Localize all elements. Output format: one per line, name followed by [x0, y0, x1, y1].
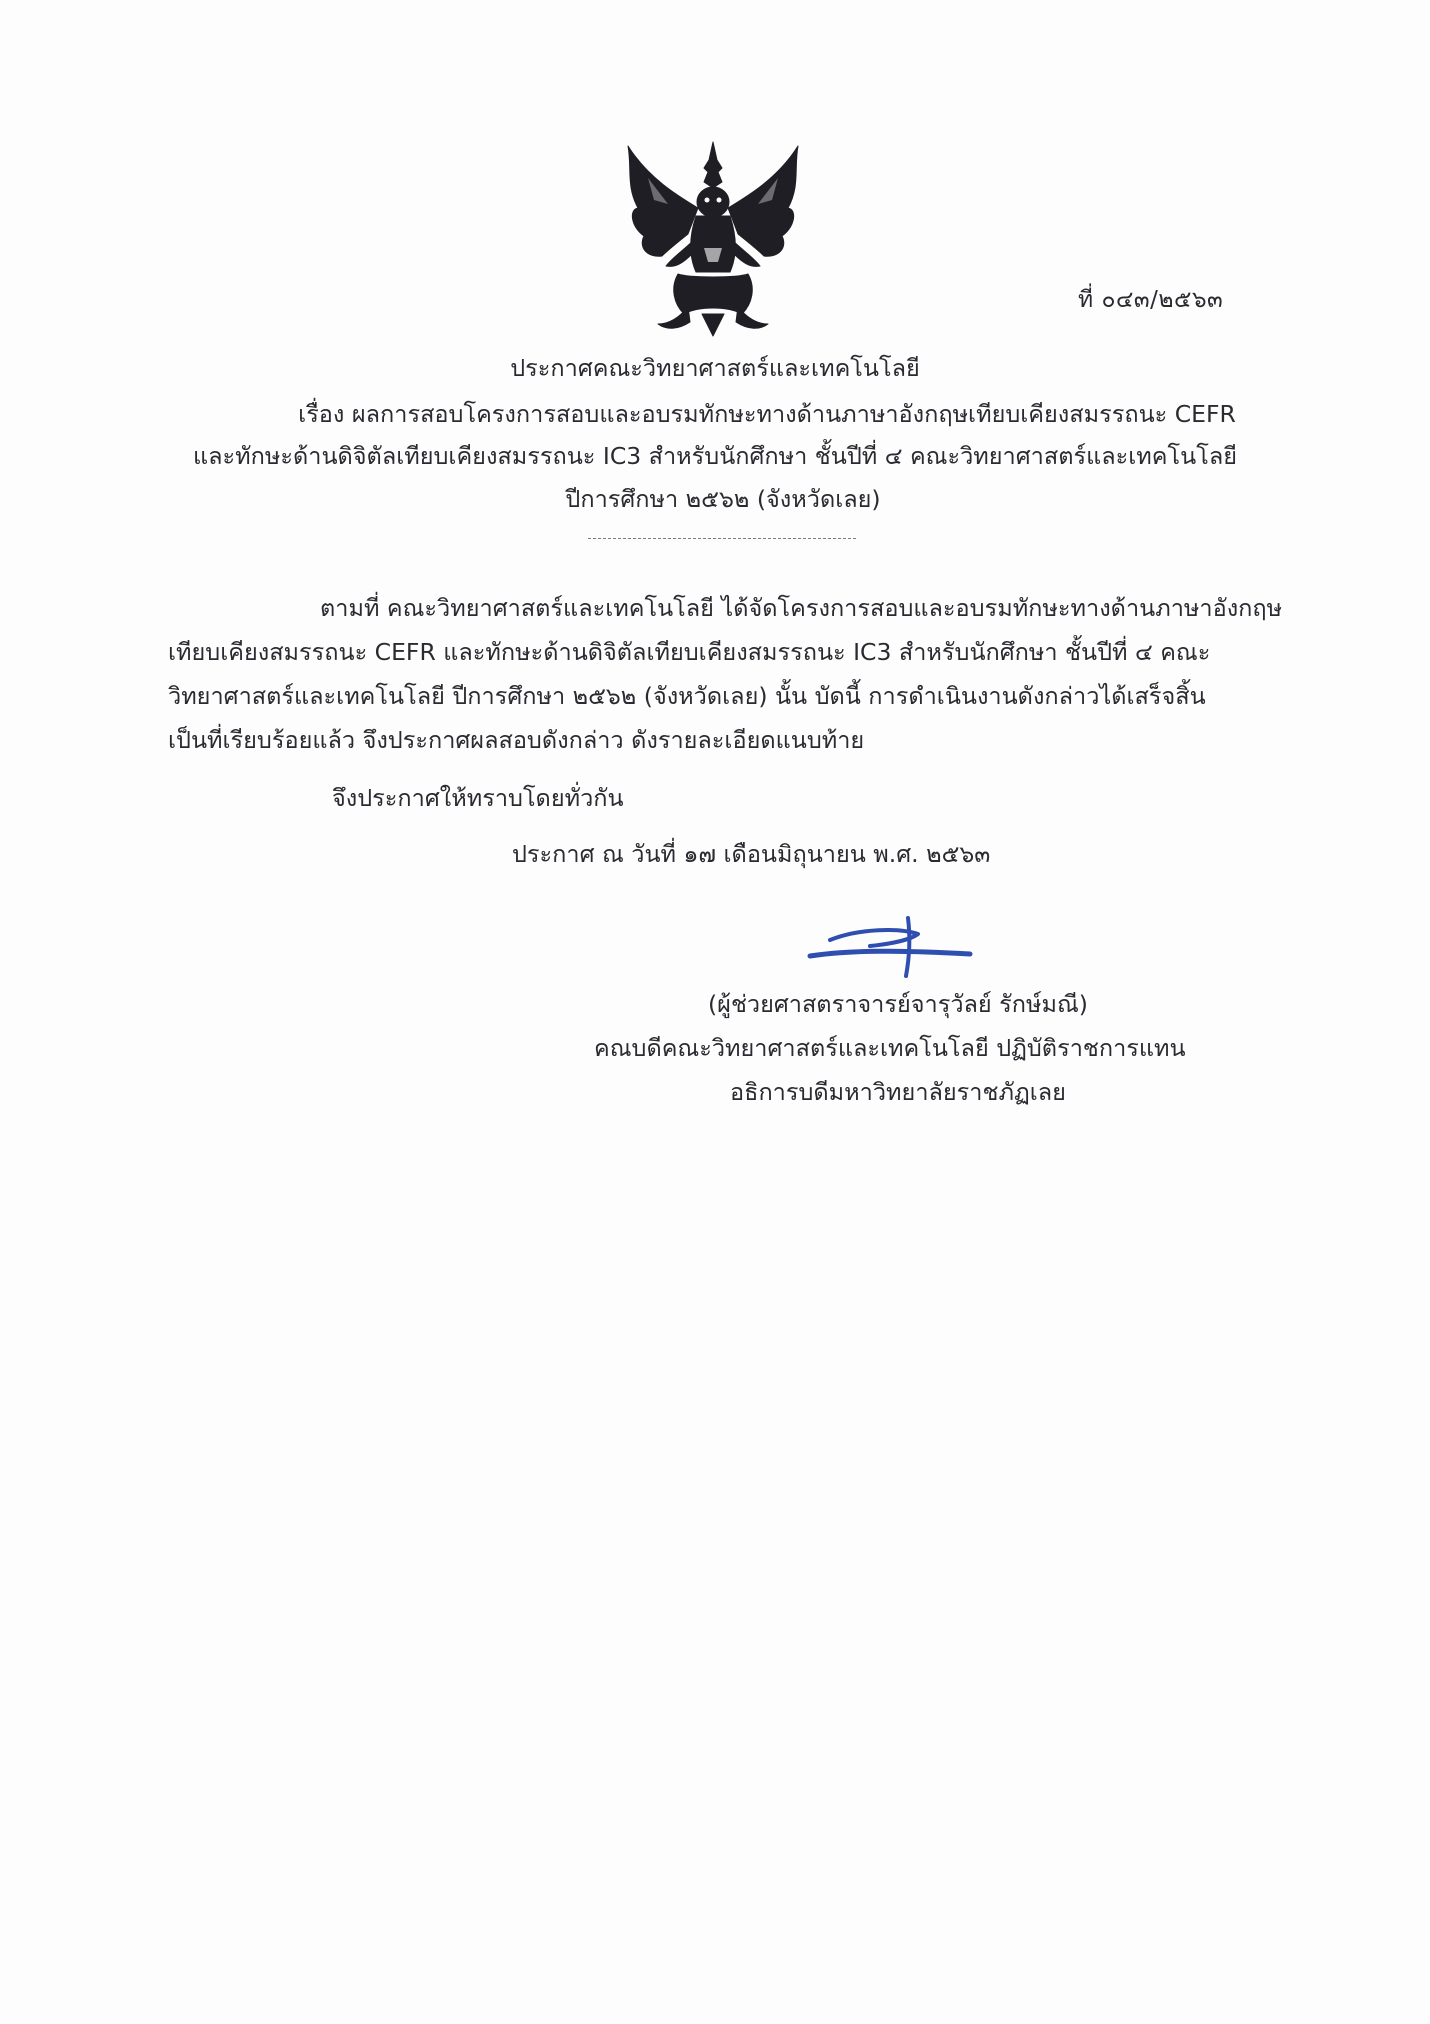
- subject-line-1: เรื่อง ผลการสอบโครงการสอบและอบรมทักษะทางด้านภาษาอังกฤษเทียบเคียงสมรรถนะ CEFR: [298, 400, 1236, 428]
- body-paragraph-line-4: เป็นที่เรียบร้อยแล้ว จึงประกาศผลสอบดังกล่าว ดังรายละเอียดแนบท้าย: [168, 726, 865, 754]
- closing-statement: จึงประกาศให้ทราบโดยทั่วกัน: [332, 784, 624, 812]
- handwritten-signature: [790, 910, 980, 980]
- body-paragraph-line-3: วิทยาศาสตร์และเทคโนโลยี ปีการศึกษา ๒๕๖๒ (จังหวัดเลย) นั้น บัดนี้ การดำเนินงานดังกล่าวได้เสร็จสิ้น: [168, 682, 1206, 710]
- signatory-position-2: อธิการบดีมหาวิทยาลัยราชภัฏเลย: [730, 1078, 1066, 1106]
- subject-line-2: และทักษะด้านดิจิตัลเทียบเคียงสมรรถนะ IC3 สำหรับนักศึกษา ชั้นปีที่ ๔ คณะวิทยาศาสตร์และเทคโนโลยี: [193, 442, 1237, 470]
- signatory-name: (ผู้ช่วยศาสตราจารย์จารุวัลย์ รักษ์มณี): [708, 990, 1088, 1018]
- body-paragraph-line-2: เทียบเคียงสมรรถนะ CEFR และทักษะด้านดิจิตัลเทียบเคียงสมรรถนะ IC3 สำหรับนักศึกษา ชั้นปีที่ ๔ คณะ: [168, 638, 1211, 666]
- document-number: ที่ ๐๔๓/๒๕๖๓: [1078, 287, 1224, 313]
- garuda-emblem-icon: [618, 138, 808, 338]
- announcement-date: ประกาศ ณ วันที่ ๑๗ เดือนมิถุนายน พ.ศ. ๒๕๖๓: [512, 840, 991, 868]
- subject-line-3: ปีการศึกษา ๒๕๖๒ (จังหวัดเลย): [565, 485, 881, 513]
- signatory-position-1: คณบดีคณะวิทยาศาสตร์และเทคโนโลยี ปฏิบัติราชการแทน: [594, 1034, 1186, 1062]
- body-paragraph-line-1: ตามที่ คณะวิทยาศาสตร์และเทคโนโลยี ได้จัดโครงการสอบและอบรมทักษะทางด้านภาษาอังกฤษ: [320, 594, 1283, 622]
- announcement-title: ประกาศคณะวิทยาศาสตร์และเทคโนโลยี: [510, 354, 920, 382]
- title-divider: [588, 538, 856, 539]
